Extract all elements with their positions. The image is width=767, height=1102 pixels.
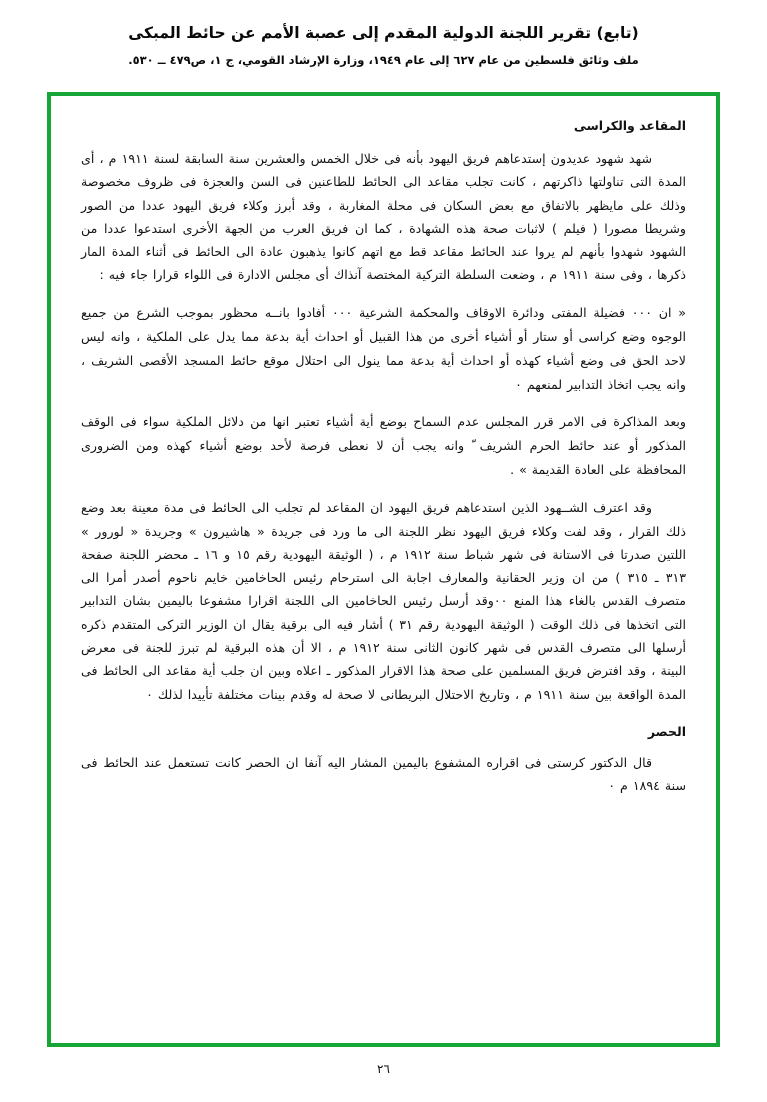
paragraph: شهد شهود عديدون إستدعاهم فريق اليهود بأنه فى خلال الخمس والعشرين سنة السابقة لسنة ١٩١١ م ، أى المدة التى تناولتها ذاكرتهم ، كانت تجلب مقاعد الى الحائط للطاعنين فى السن والعجزة فى ظروف مخصوصة وذلك على مايظهر بالاتفاق مع بعض السكان فى محلة المغاربة ، وقد أبرز وكلاء فريق اليهود عددا من الصور وشريطا مصورا ( فيلم ) لاثبات صحة هذه الشهادة ، كما ان فريق العرب من الجهة الأخرى استدعوا عددا من الشهود شهدوا بأنهم لم يروا عند الحائط مقاعد قط مع اتهم كانوا يذهبون عادة الى الحائط فى أثناء المدة المار ذكرها ، وفى سنة ١٩١١ م ، وضعت السلطة التركية المختصة آنذاك أى مجلس الادارة فى اللواء قرارا جاء فيه : [81,151,686,283]
page-title: (تابع) تقرير اللجنة الدولية المقدم إلى عصبة الأمم عن حائط المبكى [128,24,639,42]
page-subtitle: ملف وثائق فلسطين من عام ٦٢٧ إلى عام ١٩٤٩، وزارة الإرشاد القومي، ج ١، ص٤٧٩ ــ ٥٣٠. [128,53,639,68]
quoted-paragraph: « ان ٠٠٠ فضيلة المفتى ودائرة الاوقاف والمحكمة الشرعية ٠٠٠ أفادوا بانــه محظور بموجب الشرع من جميع الوجوه وضع كراسى أو ستار أو أشياء أخرى من هذا القبيل أو احداث أية بدعة مما يدل على الملكية ، وانه ليس لاحد الحق فى وضع أشياء كهذه أو احداث أية بدعة مما ينول الى احتلال موقع حائط المسجد الأقصى الشريف ، وانه يجب اتخاذ التدابير لمنعهم ٠ [81,304,686,392]
section-heading-maqaid: المقاعد والكراسى [573,118,686,133]
section-heading-hasr: الحصر [647,723,686,739]
page-number: ٢٦ [377,1062,390,1076]
page-header [0,0,767,70]
content-body [81,112,686,1033]
paragraph: قال الدكتور كرستى فى اقراره المشفوع باليمين المشار اليه آنفا ان الحصر كانت تستعمل عند الحائط فى سنة ١٨٩٤ م ٠ [81,754,686,794]
paragraph: وقد اعترف الشــهود الذين استدعاهم فريق اليهود ان المقاعد لم تجلب الى الحائط فى مدة معينة بعد وضع ذلك القرار ، وقد لفت وكلاء فريق اليهود نظر اللجنة الى ما ورد فى جريدة « هاشيرون » وجريدة « لورور » اللتين صدرتا فى الاستانة فى شهر شباط سنة ١٩١٢ م ، ( الوثيقة اليهودية رقم ١٥ و ١٦ ـ محضر اللجنة صفحة ٣١٣ ـ ٣١٥ ) من ان وزير الحقانية والمعارف اجابة الى استرحام رئيس الحاخامين خايم ناحوم أصدر أمرا الى متصرف القدس بالغاء هذا المنع ٠٠وقد أرسل رئيس الحاخامين الى اللجنة اقرارا مشفوعا باليمين بشان التدابير التى اتخذها فى ذلك الوقت ( الوثيقة اليهودية رقم ٣١ ) أشار فيه الى برقية يقال ان الوزير التركى المتقدم ذكره أرسلها الى متصرف القدس فى شهر كانون الثانى سنة ١٩١٢ م ، الا أن هذه البرقية لم تبرز للجنة فى معرض البينة ، وقد افترض فريق المسلمين على صحة هذا الاقرار المذكور ـ اعلاه وبين ان جلب أية مقاعد الى الحائط فى المدة الواقعة بين سنة ١٩١١ م ، وتاريخ الاحتلال البريطانى لا صحة له وقدم بينات مختلفة تأييدا لذلك ٠ [81,500,687,702]
content-frame [47,92,720,1047]
quoted-paragraph: وبعد المذاكرة فى الامر قرر المجلس عدم السماح بوضع أية أشياء تعتبر انها من دلائل الملكية سواء فى الوقف المذكور أو عند حائط الحرم الشريف ّ وانه يجب أن لا نعطى فرصة لأحد بوضع أشياء كهذه ومن الضرورى المحافظة على العادة القديمة » . [81,414,686,478]
